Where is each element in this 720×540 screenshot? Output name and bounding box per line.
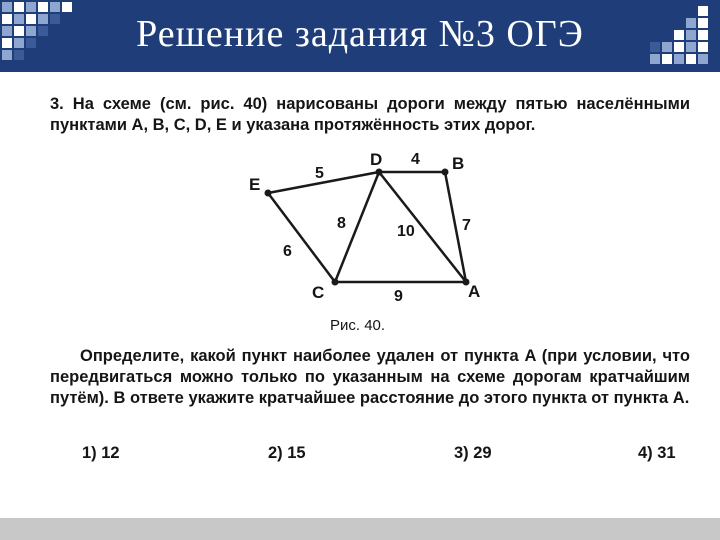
- node-c-point: [332, 279, 339, 286]
- edge-length-d-c: 8: [337, 215, 346, 232]
- node-label-c: C: [312, 283, 325, 302]
- answer-option-2: 2) 15: [268, 444, 306, 462]
- answer-option-3: 3) 29: [454, 444, 492, 462]
- edge-length-e-c: 6: [283, 243, 292, 260]
- node-label-a: A: [468, 282, 481, 301]
- node-b-point: [442, 169, 449, 176]
- footer-bar: [0, 518, 720, 540]
- answer-options: [82, 444, 692, 466]
- edge-length-d-a: 10: [397, 223, 415, 240]
- edge-length-d-b: 4: [411, 151, 420, 168]
- task-question: Определите, какой пункт наиболее удален от пункта A (при условии, что передвигаться можно только по указанным на схеме дорогам кратчайшим путём). В ответе укажите кратчайшее расстояние до этого пункта от пункта A.: [50, 347, 690, 407]
- node-e-point: [265, 190, 272, 197]
- answer-option-4: 4) 31: [638, 444, 676, 462]
- edge-length-e-d: 5: [315, 165, 324, 182]
- figure-caption: Рис. 40.: [330, 317, 386, 334]
- answer-option-1: 1) 12: [82, 444, 120, 462]
- edge-length-c-a: 9: [394, 288, 403, 305]
- road-e-c: [268, 193, 335, 282]
- node-label-d: D: [370, 150, 383, 169]
- road-d-a: [379, 172, 466, 282]
- task-number: 3.: [50, 95, 64, 113]
- node-d-point: [376, 169, 383, 176]
- node-label-b: B: [452, 154, 465, 173]
- task-text: На схеме (см. рис. 40) нарисованы дороги между пятью населёнными пунктами A, B, C, D, E и указана протяжённость этих дорог.: [50, 95, 690, 134]
- edge-length-b-a: 7: [462, 217, 471, 234]
- slide-title: Решение задания №3 ОГЭ: [136, 13, 584, 55]
- node-label-e: E: [249, 175, 261, 194]
